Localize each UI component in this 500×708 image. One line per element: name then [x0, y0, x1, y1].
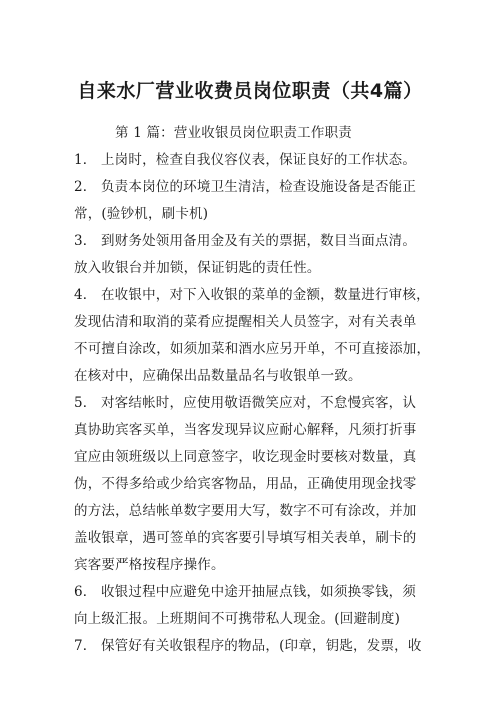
text-line: 发现估清和取消的菜肴应提醒相关人员签字，对有关表单 — [74, 314, 417, 330]
text-line: 7． 保管好有关收银程序的物品，(印章，钥匙，发票，收 — [74, 638, 422, 654]
text-line: 2． 负责本岗位的环境卫生清洁，检查设施设备是否能正 — [74, 179, 417, 195]
text-line: 真协助宾客买单，当客发现异议应耐心解释，凡须打折事 — [74, 422, 417, 438]
text-line: 向上级汇报。上班期间不可携带私人现金。(回避制度) — [74, 611, 401, 627]
text-line: 1． 上岗时，检查自我仪容仪表，保证良好的工作状态。 — [74, 152, 417, 168]
text-line: 的方法，总结帐单数字要用大写，数字不可有涂改，并加 — [74, 503, 417, 519]
text-line: 3． 到财务处领用备用金及有关的票据，数目当面点清。 — [74, 233, 417, 249]
document-title: 自来水厂营业收费员岗位职责（共4篇） — [77, 80, 423, 102]
text-line: 宾客要严格按程序操作。 — [74, 557, 225, 573]
text-line: 不可擅自涂改，如须加菜和酒水应另开单，不可直接添加， — [74, 341, 431, 357]
text-line: 6． 收银过程中应避免中途开抽屉点钱，如须换零钱，须 — [74, 584, 417, 600]
text-line: 盖收银章，遇可签单的宾客要引导填写相关表单，刷卡的 — [74, 530, 417, 546]
text-line: 放入收银台并加锁，保证钥匙的责任性。 — [74, 260, 321, 276]
text-line: 常，(验钞机，刷卡机) — [74, 206, 209, 222]
text-line: 5． 对客结帐时，应使用敬语微笑应对，不怠慢宾客，认 — [74, 395, 417, 411]
text-line: 在核对中，应确保出品数量品名与收银单一致。 — [74, 368, 362, 384]
text-line: 伪，不得多给或少给宾客物品，用品，正确使用现金找零 — [74, 476, 417, 492]
text-line: 4． 在收银中，对下入收银的菜单的金额，数量进行审核， — [74, 287, 430, 303]
text-line: 宜应由领班级以上同意签字，收讫现金时要核对数量，真 — [74, 449, 417, 465]
section-heading: 第 1 篇：营业收银员岗位职责工作职责 — [115, 125, 352, 141]
